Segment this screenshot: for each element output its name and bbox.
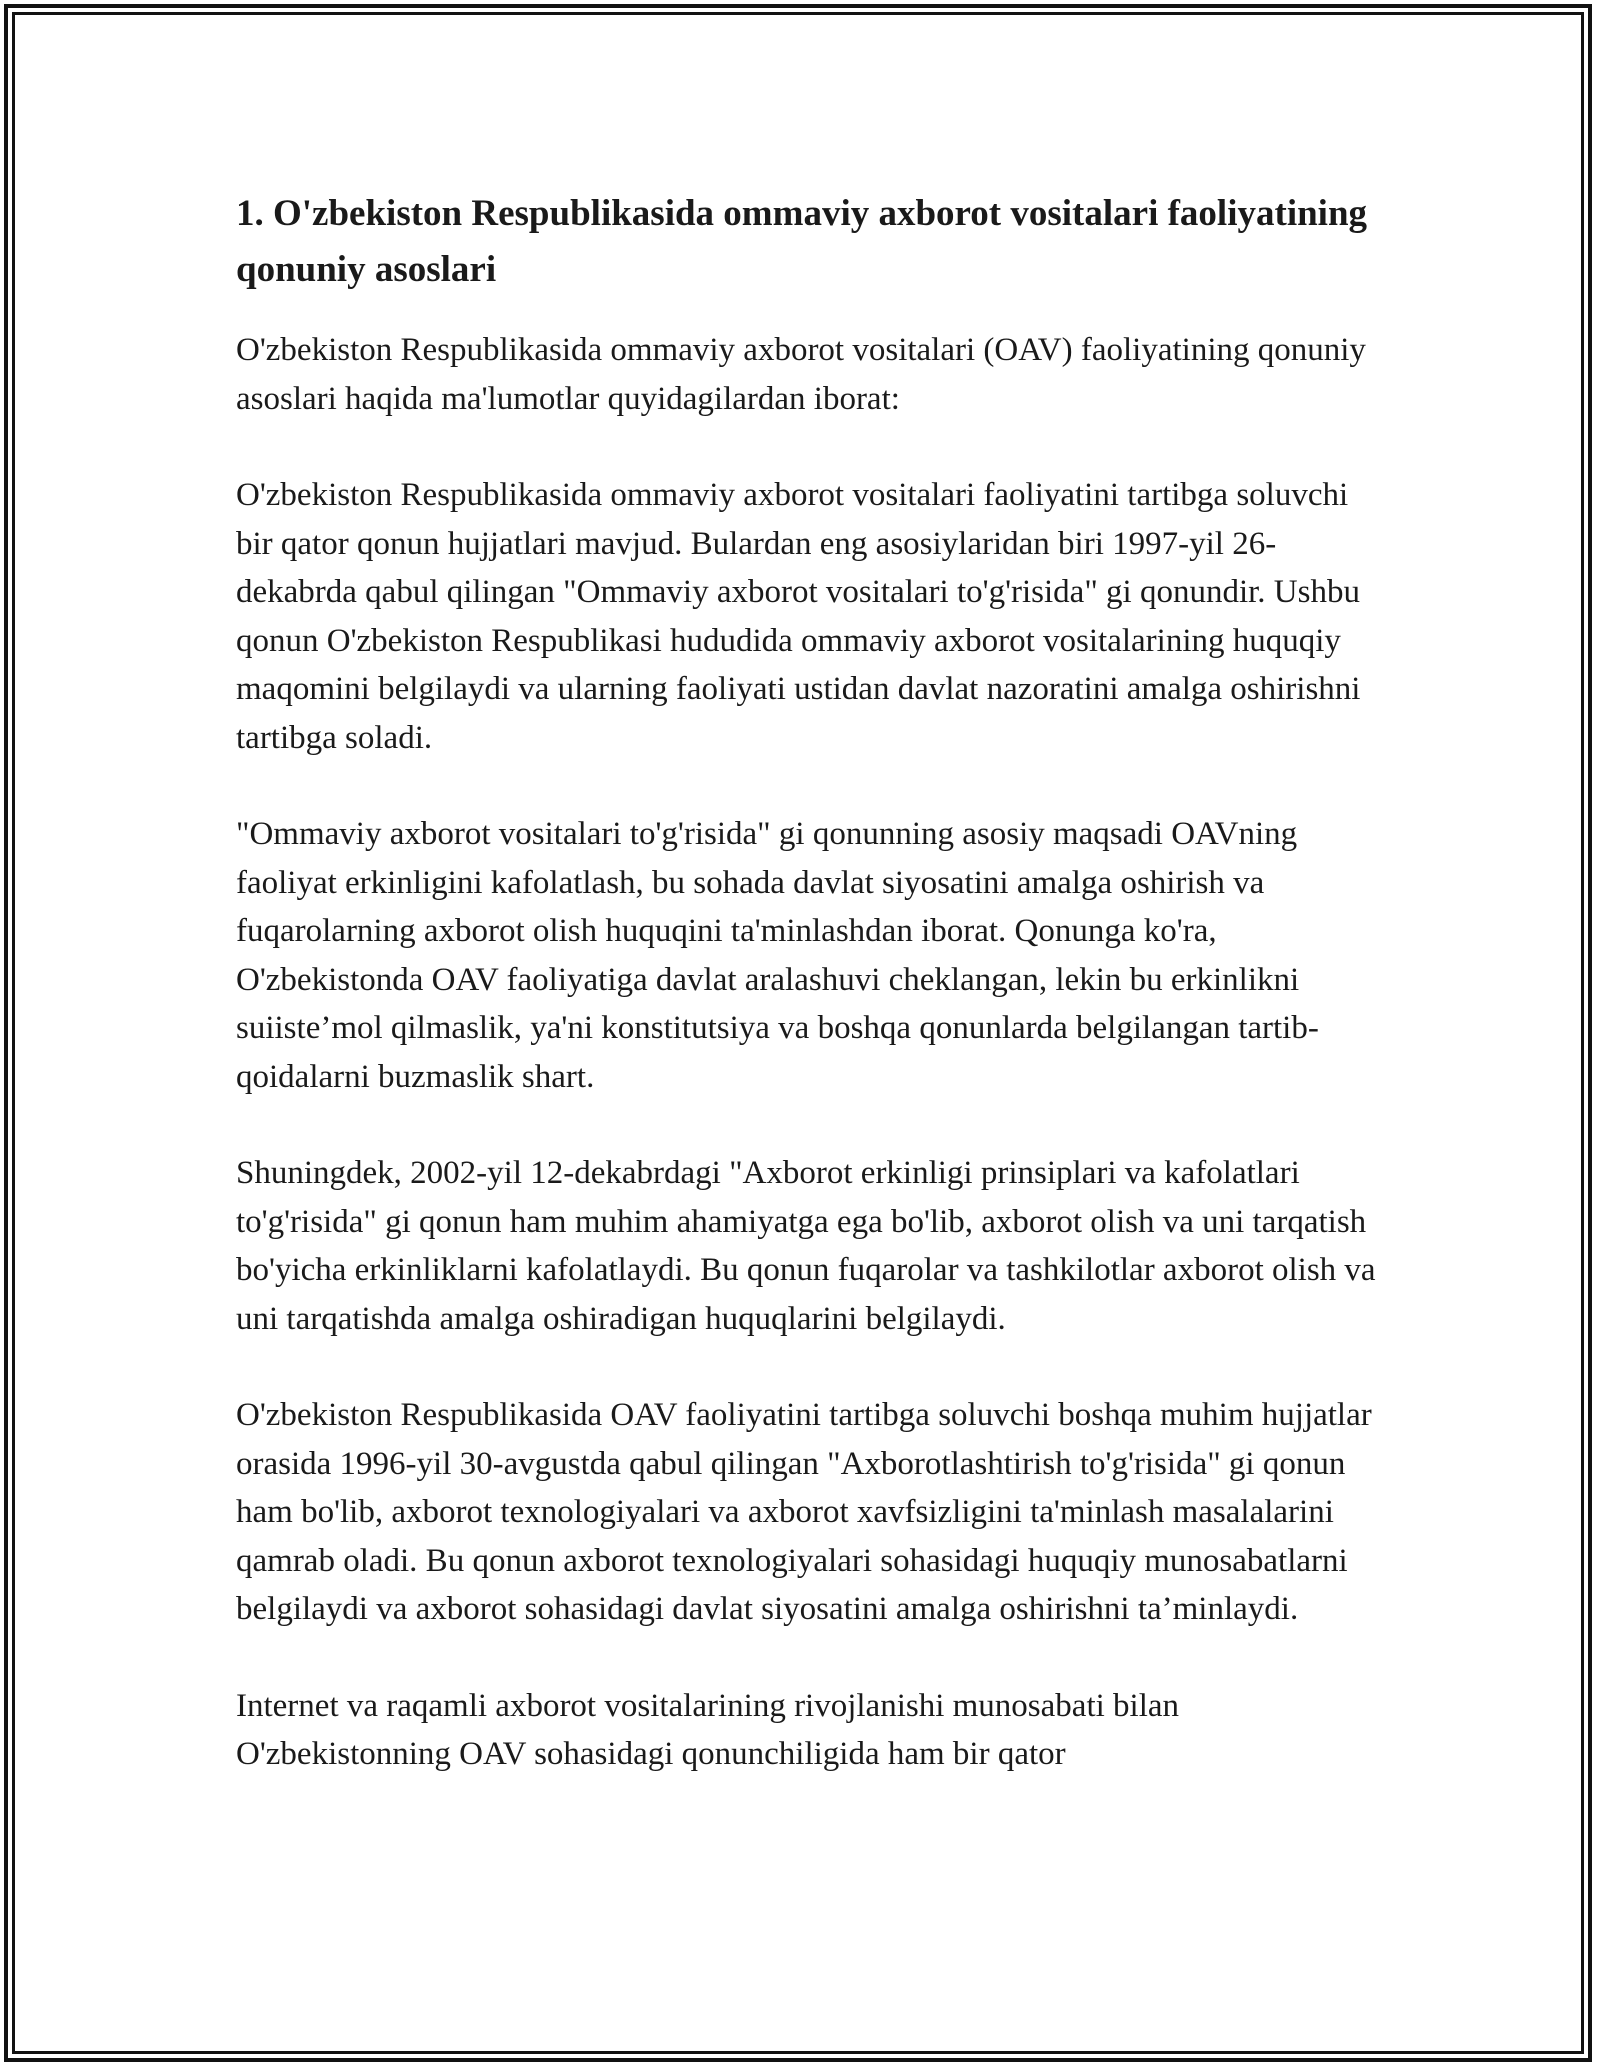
paragraph-freedom-of-information-law: Shuningdek, 2002-yil 12-dekabrdagi "Axborot erkinligi prinsiplari va kafolatlari to'g'risida" gi qonun ham muhim ahamiyatga ega bo'lib, axborot olish va uni tarqatish bo'yicha erkinliklarni kafolatlaydi. Bu qonun fuqarolar va tashkilotlar axborot olish va uni tarqatishda amalga oshiradigan huquqlarini belgilaydi. bbox=[236, 1155, 1376, 1337]
paragraph-mass-media-law: O'zbekiston Respublikasida ommaviy axborot vositalari faoliyatini tartibga soluvchi bir qator qonun hujjatlari mavjud. Bulardan eng asosiylaridan biri 1997-yil 26-dekabrda qabul qilingan "Ommaviy axborot vositalari to'g'risida" gi qonundir. Ushbu qonun O'zbekiston Respublikasi hududida ommaviy axborot vositalarining huquqiy maqomini belgilaydi va ularning faoliyati ustidan davlat nazoratini amalga oshirishni tartibga soladi. bbox=[236, 477, 1361, 756]
paragraph-internet-digital-media: Internet va raqamli axborot vositalarining rivojlanishi munosabati bilan O'zbekistonning OAV sohasidagi qonunchiligida ham bir qator bbox=[236, 1687, 1180, 1772]
paragraph-law-purpose: "Ommaviy axborot vositalari to'g'risida" gi qonunning asosiy maqsadi OAVning faoliyat erkinligini kafolatlash, bu sohada davlat siyosatini amalga oshirish va fuqarolarning axborot olish huquqini ta'minlashdan iborat. Qonunga ko'ra, O'zbekistonda OAV faoliyatiga davlat aralashuvi cheklangan, lekin bu erkinlikni suiiste’mol qilmaslik, ya'ni konstitutsiya va boshqa qonunlarda belgilangan tartib-qoidalarni buzmaslik shart. bbox=[236, 816, 1319, 1095]
paragraph-informatization-law: O'zbekiston Respublikasida OAV faoliyatini tartibga soluvchi boshqa muhim hujjatlar orasida 1996-yil 30-avgustda qabul qilingan "Axborotlashtirish to'g'risida" gi qonun ham bo'lib, axborot texnologiyalari va axborot xavfsizligini ta'minlash masalalarini qamrab oladi. Bu qonun axborot texnologiyalari sohasidagi huquqiy munosabatlarni belgilaydi va axborot sohasidagi davlat siyosatini amalga oshirishni ta’minlaydi. bbox=[236, 1397, 1372, 1627]
document-body bbox=[236, 186, 1376, 1827]
paragraph-intro: O'zbekiston Respublikasida ommaviy axborot vositalari (OAV) faoliyatining qonuniy asoslari haqida ma'lumotlar quyidagilardan iborat: bbox=[236, 332, 1366, 417]
document-title: 1. O'zbekiston Respublikasida ommaviy axborot vositalari faoliyatining qonuniy asoslari bbox=[236, 193, 1368, 290]
